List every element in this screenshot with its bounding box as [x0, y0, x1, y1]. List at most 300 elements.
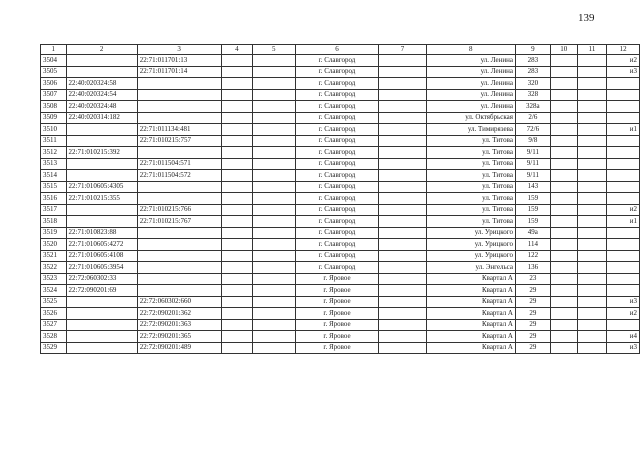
table-row	[41, 181, 640, 193]
table-cell	[253, 319, 296, 331]
table-cell	[253, 250, 296, 262]
table-row	[41, 273, 640, 285]
table-cell	[253, 285, 296, 297]
table-cell: г. Яровое	[295, 308, 379, 320]
table-cell: 22:71:011504:572	[137, 170, 221, 182]
table-row	[41, 204, 640, 216]
table-row	[41, 308, 640, 320]
table-cell	[137, 227, 221, 239]
table-cell	[253, 158, 296, 170]
table-header-row	[41, 45, 640, 55]
table-cell	[379, 55, 426, 67]
table-row	[41, 262, 640, 274]
table-cell	[550, 285, 577, 297]
column-header-6: 6	[295, 45, 379, 55]
table-cell: 3504	[41, 55, 67, 67]
table-cell: г. Яровое	[295, 285, 379, 297]
table-cell: 3513	[41, 158, 67, 170]
table-cell	[577, 342, 607, 354]
table-cell: Квартал А	[426, 319, 515, 331]
table-cell: 29	[515, 296, 550, 308]
column-header-2: 2	[66, 45, 137, 55]
table-cell: г. Славгород	[295, 112, 379, 124]
table-cell: г. Яровое	[295, 342, 379, 354]
table-row	[41, 250, 640, 262]
table-cell: 320	[515, 78, 550, 90]
table-cell	[550, 308, 577, 320]
table-cell: 22:40:020324:48	[66, 101, 137, 113]
table-cell	[550, 66, 577, 78]
table-cell: 9/11	[515, 170, 550, 182]
table-cell	[253, 273, 296, 285]
table-cell	[66, 331, 137, 343]
column-header-7: 7	[379, 45, 426, 55]
table-cell: 114	[515, 239, 550, 251]
table-cell: и4	[607, 331, 640, 343]
table-cell: и1	[607, 216, 640, 228]
table-cell	[221, 331, 252, 343]
column-header-5: 5	[253, 45, 296, 55]
table-cell	[607, 273, 640, 285]
table-cell: 9/11	[515, 147, 550, 159]
table-cell: Квартал А	[426, 308, 515, 320]
table-cell: 159	[515, 193, 550, 205]
table-cell: г. Славгород	[295, 135, 379, 147]
table-cell	[66, 135, 137, 147]
table-cell: 22:72:060302:33	[66, 273, 137, 285]
table-cell	[577, 319, 607, 331]
table-cell: 9/11	[515, 158, 550, 170]
table-cell	[577, 124, 607, 136]
table-cell: 22:72:060302:660	[137, 296, 221, 308]
table-cell: 22:71:010605:4305	[66, 181, 137, 193]
table-cell	[577, 112, 607, 124]
table-cell: 3517	[41, 204, 67, 216]
table-cell	[253, 66, 296, 78]
table-cell: 3528	[41, 331, 67, 343]
table-cell: и2	[607, 308, 640, 320]
table-cell: г. Славгород	[295, 216, 379, 228]
table-cell: г. Славгород	[295, 193, 379, 205]
table-cell: г. Славгород	[295, 147, 379, 159]
table-cell: г. Яровое	[295, 273, 379, 285]
table-cell: 49а	[515, 227, 550, 239]
table-cell	[221, 101, 252, 113]
table-cell	[253, 308, 296, 320]
table-cell: 122	[515, 250, 550, 262]
table-cell	[379, 89, 426, 101]
table-cell	[550, 89, 577, 101]
table-cell: 3527	[41, 319, 67, 331]
table-cell: 29	[515, 308, 550, 320]
table-cell	[137, 112, 221, 124]
table-cell	[379, 273, 426, 285]
table-cell	[66, 124, 137, 136]
table-cell	[577, 170, 607, 182]
table-cell	[577, 66, 607, 78]
table-cell	[379, 135, 426, 147]
table-row	[41, 285, 640, 297]
table-cell: г. Славгород	[295, 101, 379, 113]
table-cell: 3505	[41, 66, 67, 78]
table-cell: 3512	[41, 147, 67, 159]
table-cell	[577, 55, 607, 67]
column-header-1: 1	[41, 45, 67, 55]
table-row	[41, 101, 640, 113]
table-cell: 3521	[41, 250, 67, 262]
table-cell	[253, 193, 296, 205]
table-cell	[379, 170, 426, 182]
table-cell	[253, 78, 296, 90]
table-cell: ул. Ленина	[426, 78, 515, 90]
table-cell	[253, 331, 296, 343]
table-cell: ул. Титова	[426, 147, 515, 159]
table-cell	[379, 227, 426, 239]
table-cell	[379, 181, 426, 193]
table-cell	[607, 158, 640, 170]
table-cell: и1	[607, 124, 640, 136]
table-cell: 22:71:010605:4108	[66, 250, 137, 262]
table-cell	[379, 124, 426, 136]
table-cell: 22:71:010215:392	[66, 147, 137, 159]
table-cell	[221, 216, 252, 228]
table-cell	[577, 158, 607, 170]
table-cell	[550, 147, 577, 159]
table-cell	[221, 250, 252, 262]
table-cell	[66, 158, 137, 170]
table-cell: и3	[607, 342, 640, 354]
table-cell: г. Славгород	[295, 89, 379, 101]
table-cell	[550, 262, 577, 274]
table-cell	[253, 89, 296, 101]
table-cell: ул. Энгельса	[426, 262, 515, 274]
table-cell: ул. Урицкого	[426, 250, 515, 262]
table-cell	[66, 296, 137, 308]
table-cell: 22:71:010215:766	[137, 204, 221, 216]
table-cell: 3515	[41, 181, 67, 193]
table-row	[41, 55, 640, 67]
column-header-11: 11	[577, 45, 607, 55]
column-header-4: 4	[221, 45, 252, 55]
table-cell: 22:72:090201:362	[137, 308, 221, 320]
table-cell	[221, 227, 252, 239]
table-cell: г. Яровое	[295, 331, 379, 343]
table-cell	[607, 89, 640, 101]
table-cell: 22:72:090201:365	[137, 331, 221, 343]
table-cell	[550, 216, 577, 228]
table-cell	[577, 78, 607, 90]
table-cell: г. Славгород	[295, 239, 379, 251]
table-cell: ул. Тимирязева	[426, 124, 515, 136]
table-cell	[221, 342, 252, 354]
table-cell: 3511	[41, 135, 67, 147]
table-cell: Квартал А	[426, 296, 515, 308]
table-cell	[379, 285, 426, 297]
table-cell	[379, 296, 426, 308]
table-cell: 3516	[41, 193, 67, 205]
table-cell	[221, 308, 252, 320]
table-cell	[221, 296, 252, 308]
table-row	[41, 112, 640, 124]
table-cell: 22:71:010605:4272	[66, 239, 137, 251]
table-cell	[550, 135, 577, 147]
table-cell	[577, 250, 607, 262]
table-cell	[550, 181, 577, 193]
table-cell	[66, 319, 137, 331]
table-cell: 159	[515, 204, 550, 216]
table-cell: 3520	[41, 239, 67, 251]
table-cell: 2/6	[515, 112, 550, 124]
table-cell: 3519	[41, 227, 67, 239]
table-cell	[577, 331, 607, 343]
table-cell: ул. Титова	[426, 135, 515, 147]
table-cell	[137, 147, 221, 159]
table-cell	[379, 204, 426, 216]
column-header-10: 10	[550, 45, 577, 55]
table-cell	[253, 342, 296, 354]
table-cell: Квартал А	[426, 273, 515, 285]
column-header-8: 8	[426, 45, 515, 55]
table-cell: 3524	[41, 285, 67, 297]
table-cell: 22:71:010215:757	[137, 135, 221, 147]
table-cell	[221, 89, 252, 101]
table-cell: 159	[515, 216, 550, 228]
table-cell	[550, 331, 577, 343]
table-row	[41, 296, 640, 308]
table-cell: г. Славгород	[295, 181, 379, 193]
table-cell	[137, 89, 221, 101]
table-cell	[66, 66, 137, 78]
table-cell	[550, 124, 577, 136]
table-cell	[221, 262, 252, 274]
table-cell: г. Славгород	[295, 204, 379, 216]
table-cell	[253, 216, 296, 228]
table-cell	[379, 193, 426, 205]
table-cell	[253, 147, 296, 159]
table-cell	[550, 319, 577, 331]
table-cell	[550, 204, 577, 216]
table-cell: Квартал А	[426, 331, 515, 343]
table-cell	[66, 308, 137, 320]
table-cell: 22:72:090201:363	[137, 319, 221, 331]
table-cell: ул. Титова	[426, 204, 515, 216]
table-cell	[66, 204, 137, 216]
table-cell	[221, 285, 252, 297]
table-row	[41, 78, 640, 90]
table-cell: 22:40:020324:54	[66, 89, 137, 101]
table-cell: г. Славгород	[295, 124, 379, 136]
table-row	[41, 135, 640, 147]
table-cell	[137, 101, 221, 113]
table-cell: 22:71:011504:571	[137, 158, 221, 170]
table-row	[41, 227, 640, 239]
table-cell	[137, 193, 221, 205]
table-cell: 3526	[41, 308, 67, 320]
table-cell	[253, 181, 296, 193]
table-cell: 9/8	[515, 135, 550, 147]
table-cell: и3	[607, 66, 640, 78]
table-cell	[577, 296, 607, 308]
table-cell: 22:71:011134:481	[137, 124, 221, 136]
table-cell	[550, 239, 577, 251]
table-cell	[577, 285, 607, 297]
table-cell	[607, 285, 640, 297]
table-cell	[577, 147, 607, 159]
table-cell	[607, 193, 640, 205]
table-cell	[253, 112, 296, 124]
table-cell: г. Славгород	[295, 55, 379, 67]
table-cell	[379, 112, 426, 124]
table-row	[41, 89, 640, 101]
table-cell	[577, 101, 607, 113]
table-cell	[607, 227, 640, 239]
table-cell	[607, 78, 640, 90]
table-cell: 22:71:011701:13	[137, 55, 221, 67]
table-cell	[66, 342, 137, 354]
table-cell	[221, 204, 252, 216]
table-cell	[550, 273, 577, 285]
table-cell	[253, 55, 296, 67]
table-cell	[577, 273, 607, 285]
table-cell: и3	[607, 296, 640, 308]
table-cell	[379, 158, 426, 170]
table-cell	[577, 227, 607, 239]
table-cell: г. Славгород	[295, 227, 379, 239]
table-cell	[253, 124, 296, 136]
table-cell: 283	[515, 55, 550, 67]
table-row	[41, 158, 640, 170]
table-cell: 3510	[41, 124, 67, 136]
table-cell	[379, 308, 426, 320]
table-cell: ул. Ленина	[426, 101, 515, 113]
table-row	[41, 66, 640, 78]
table-cell	[221, 124, 252, 136]
table-row	[41, 319, 640, 331]
column-header-9: 9	[515, 45, 550, 55]
table-cell	[607, 112, 640, 124]
table-cell	[379, 342, 426, 354]
table-cell	[550, 342, 577, 354]
table-cell	[221, 239, 252, 251]
table-cell	[607, 250, 640, 262]
table-cell: 3529	[41, 342, 67, 354]
table-cell: 328а	[515, 101, 550, 113]
table-cell	[137, 273, 221, 285]
table-cell: 328	[515, 89, 550, 101]
table-cell	[137, 262, 221, 274]
table-cell	[221, 55, 252, 67]
table-cell	[379, 250, 426, 262]
column-header-12: 12	[607, 45, 640, 55]
table-cell	[550, 250, 577, 262]
table-cell: 22:71:010823:88	[66, 227, 137, 239]
table-cell: ул. Урицкого	[426, 239, 515, 251]
table-cell: 22:40:020324:58	[66, 78, 137, 90]
table-cell	[550, 227, 577, 239]
table-cell	[253, 296, 296, 308]
table-cell	[221, 319, 252, 331]
table-cell	[550, 112, 577, 124]
table-cell: 22:71:010215:767	[137, 216, 221, 228]
table-row	[41, 239, 640, 251]
table-cell	[607, 262, 640, 274]
table-cell	[607, 181, 640, 193]
table-cell	[221, 78, 252, 90]
table-row	[41, 147, 640, 159]
table-cell	[577, 193, 607, 205]
table-cell: 23	[515, 273, 550, 285]
table-cell: ул. Урицкого	[426, 227, 515, 239]
table-cell	[66, 216, 137, 228]
table-cell	[607, 147, 640, 159]
table-cell: ул. Титова	[426, 216, 515, 228]
table-cell	[379, 78, 426, 90]
table-cell	[577, 204, 607, 216]
table-cell	[253, 135, 296, 147]
table-cell	[550, 296, 577, 308]
table-row	[41, 216, 640, 228]
table-cell: 136	[515, 262, 550, 274]
table-cell: Квартал А	[426, 342, 515, 354]
table-cell: г. Яровое	[295, 296, 379, 308]
table-cell: г. Славгород	[295, 262, 379, 274]
table-cell	[379, 319, 426, 331]
table-cell	[137, 250, 221, 262]
table-cell	[221, 170, 252, 182]
table-cell: 72/6	[515, 124, 550, 136]
table-cell	[221, 181, 252, 193]
table-cell: 29	[515, 285, 550, 297]
table-cell	[607, 170, 640, 182]
table-cell: 3522	[41, 262, 67, 274]
table-cell: ул. Ленина	[426, 89, 515, 101]
registry-table	[40, 44, 640, 354]
table-cell	[550, 170, 577, 182]
table-cell: 3507	[41, 89, 67, 101]
table-cell	[253, 239, 296, 251]
table-cell	[221, 273, 252, 285]
column-header-3: 3	[137, 45, 221, 55]
table-cell: 22:71:010215:355	[66, 193, 137, 205]
table-row	[41, 124, 640, 136]
table-cell	[253, 170, 296, 182]
table-cell: ул. Титова	[426, 193, 515, 205]
table-cell: и2	[607, 55, 640, 67]
table-cell	[137, 78, 221, 90]
table-cell: 29	[515, 342, 550, 354]
table-cell: ул. Титова	[426, 170, 515, 182]
table-cell	[379, 101, 426, 113]
page-number: 139	[578, 12, 595, 24]
table-cell: 22:71:010605:3954	[66, 262, 137, 274]
table-cell	[379, 216, 426, 228]
table-cell: ул. Титова	[426, 158, 515, 170]
table-cell: Квартал А	[426, 285, 515, 297]
table-cell: и2	[607, 204, 640, 216]
table-cell: 3525	[41, 296, 67, 308]
table-cell	[379, 331, 426, 343]
table-cell: г. Славгород	[295, 170, 379, 182]
table-cell	[221, 193, 252, 205]
table-cell	[550, 101, 577, 113]
table-cell: 22:71:011701:14	[137, 66, 221, 78]
table-cell	[577, 262, 607, 274]
table-cell: г. Яровое	[295, 319, 379, 331]
table-cell	[607, 101, 640, 113]
table-cell: 29	[515, 331, 550, 343]
table-cell	[221, 158, 252, 170]
table-cell	[66, 55, 137, 67]
